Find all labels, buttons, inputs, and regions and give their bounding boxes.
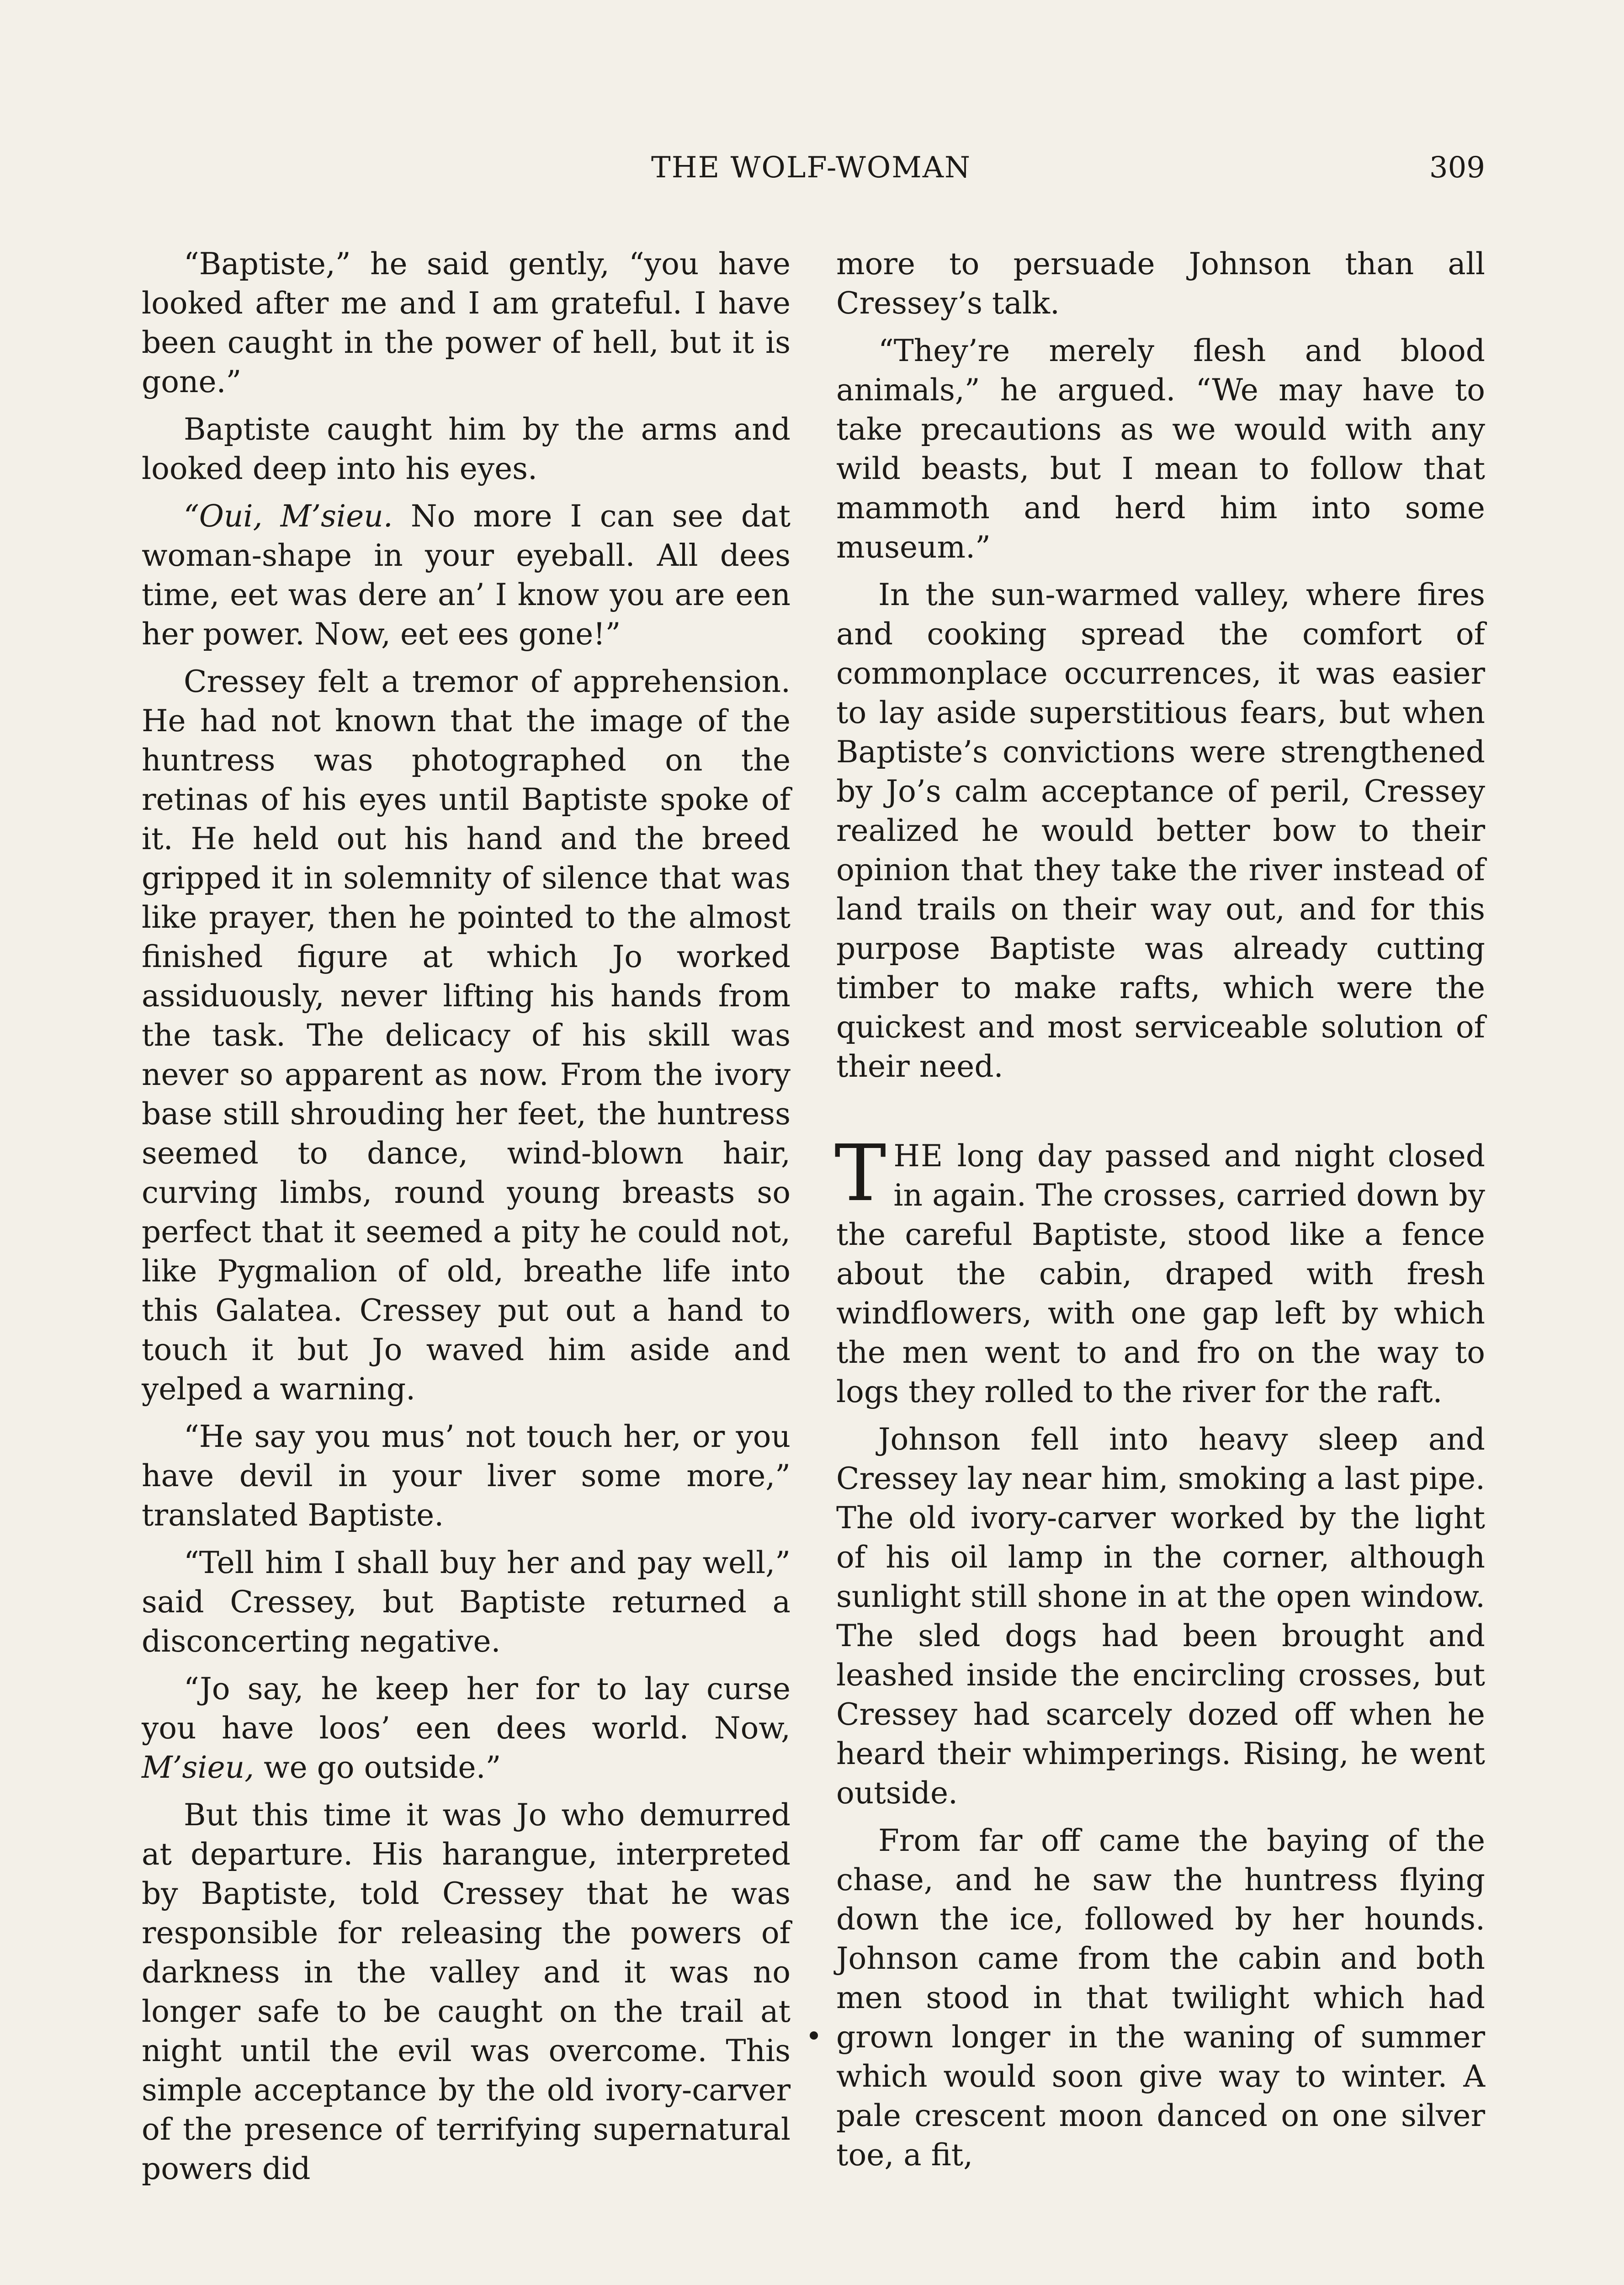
margin-dot xyxy=(810,2031,818,2040)
drop-cap: T xyxy=(834,1128,886,1219)
paragraph xyxy=(142,1669,791,1787)
paragraph: “Tell him I shall buy her and pay well,” said Cressey, but Baptiste returned a disconcerting negative. xyxy=(142,1545,791,1659)
paragraph-continued: more to persuade Johnson than all Cressey’s talk. xyxy=(836,246,1485,321)
italic-phrase: “Oui, M’sieu. xyxy=(184,499,393,534)
paragraph: Baptiste caught him by the arms and looked deep into his eyes. xyxy=(142,412,791,486)
paragraph-text: “Jo say, he keep her for to lay curse you have loos’ een dees world. Now, xyxy=(142,1671,791,1746)
paragraph-text: No more I can see dat woman-shape in your eyeball. All dees time, eet was dere an’ I know you are een her power. Now, eet ees gone!” xyxy=(142,499,791,652)
paragraph: Johnson fell into heavy sleep and Cressey lay near him, smoking a last pipe. The old ivory-carver worked by the light of his oil lamp in the corner, although sunlight still shone in at the open window. The sled dogs had been brought and leashed inside the encircling crosses, but Cressey had scarcely dozed off when he heard their whimperings. Rising, he went outside. xyxy=(836,1422,1485,1811)
left-column xyxy=(142,244,791,2197)
paragraph xyxy=(142,497,791,654)
running-header xyxy=(137,151,1485,201)
paragraph: But this time it was Jo who demurred at departure. His harangue, interpreted by Baptiste, told Cressey that he was responsible for releasing the powers of darkness in the valley and it was no longer safe to be caught on the trail at night until the evil was overcome. This simple acceptance by the old ivory-carver of the presence of terrifying supernatural powers did xyxy=(142,1797,791,2186)
paragraph: In the sun-warmed valley, where fires and cooking spread the comfort of commonplace occurrences, it was easier to lay aside superstitious fears, but when Baptiste’s convictions were strengthened by Jo’s calm acceptance of peril, Cressey realized he would better bow to their opinion that they take the river instead of land trails on their way out, and for this purpose Baptiste was already cutting timber to make rafts, which were the quickest and most serviceable solution of their need. xyxy=(836,577,1485,1084)
paragraph-text: long day passed and night closed in again. The crosses, carried down by the careful Baptiste, stood like a fence about the cabin, draped with fresh windflowers, with one gap left by which the men went to and fro on the way to logs they rolled to the river for the raft. xyxy=(836,1138,1485,1409)
section-opening-paragraph xyxy=(834,1128,1485,1412)
italic-phrase: M’sieu, xyxy=(142,1750,255,1785)
right-column xyxy=(836,244,1485,2183)
page-number: 309 xyxy=(1429,151,1485,185)
small-caps-text: HE xyxy=(893,1138,944,1174)
paragraph: From far off came the baying of the chase, and he saw the huntress flying down the ice, followed by her hounds. Johnson came from the cabin and both men stood in that twilight which had grown longer in the waning of summer which would soon give way to winter. A pale crescent moon danced on one silver toe, a fit, xyxy=(836,1823,1485,2173)
paragraph: “Baptiste,” he said gently, “you have looked after me and I am grateful. I have been caught in the power of hell, but it is gone.” xyxy=(142,246,791,399)
paragraph: “They’re merely flesh and blood animals,” he argued. “We may have to take precautions as we would with any wild beasts, but I mean to follow that mammoth and herd him into some museum.” xyxy=(836,333,1485,565)
paragraph: Cressey felt a tremor of apprehension. He had not known that the image of the huntress was photographed on the retinas of his eyes until Baptiste spoke of it. He held out his hand and the breed gripped it in solemnity of silence that was like prayer, then he pointed to the almost finished figure at which Jo worked assiduously, never lifting his hands from the task. The delicacy of his skill was never so apparent as now. From the ivory base still shrouding her feet, the huntress seemed to dance, wind-blown hair, curving limbs, round young breasts so perfect that it seemed a pity he could not, like Pygmalion of old, breathe life into this Galatea. Cressey put out a hand to touch it but Jo waved him aside and yelped a warning. xyxy=(142,664,791,1407)
paragraph: “He say you mus’ not touch her, or you have devil in your liver some more,” translated Baptiste. xyxy=(142,1419,791,1533)
paragraph-text: we go outside.” xyxy=(254,1750,501,1785)
running-title: THE WOLF-WOMAN xyxy=(651,151,971,185)
